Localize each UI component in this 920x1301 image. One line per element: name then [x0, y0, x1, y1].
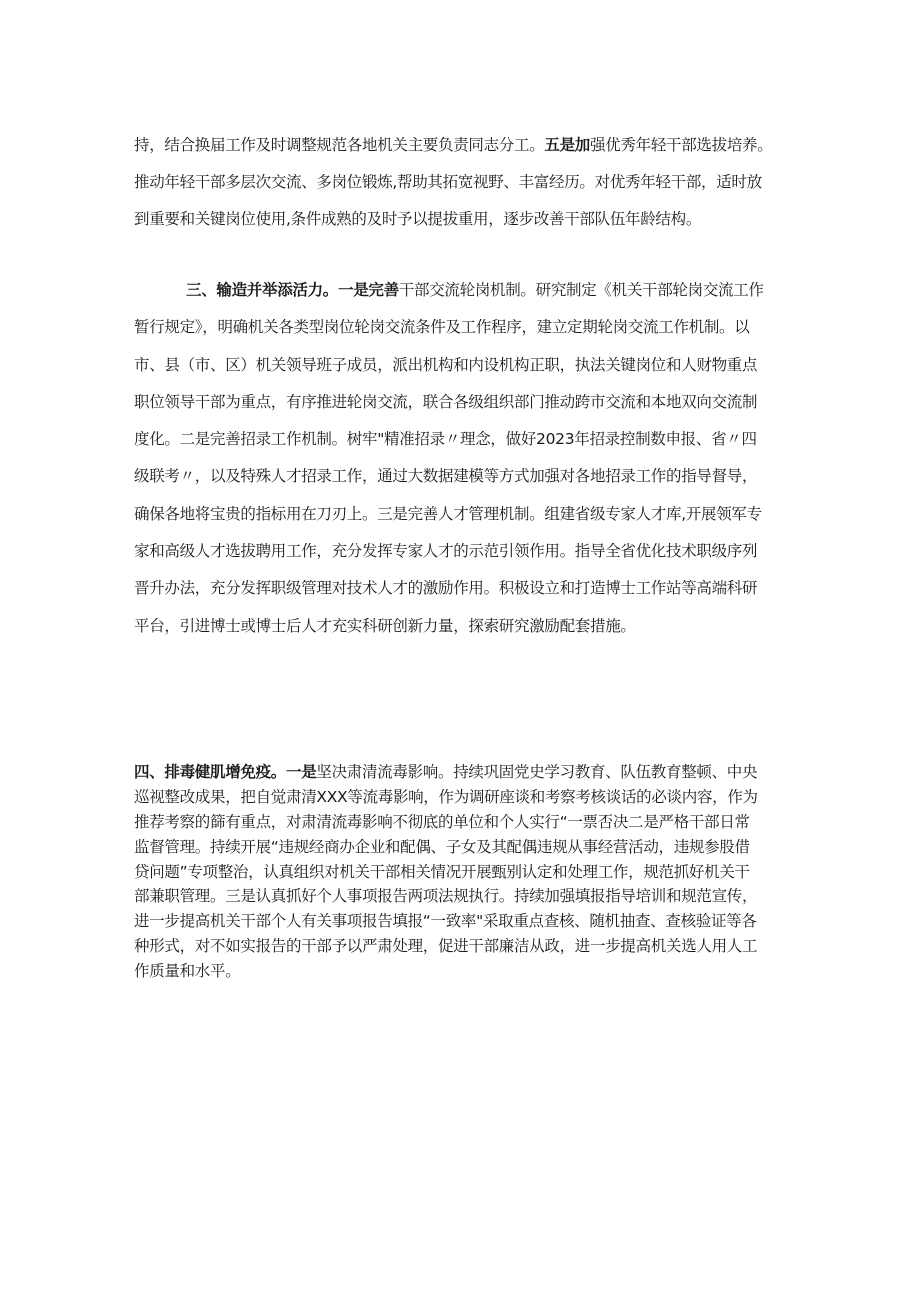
section-heading: 四、排毒健肌增免疫。一是 — [134, 763, 317, 781]
text-line: 部兼职管理。三是认真抓好个人事项报告两项法规执行。持续加强填报指导培训和规范宣传， — [134, 887, 758, 906]
text-run: 坚决肃清流毒影响。持续巩固党史学习教育、队伍教育整顿、中央 — [316, 763, 758, 781]
text-line — [134, 761, 794, 786]
text-line: 监督管理。持续开展“违规经商办企业和配偶、子女及其配偶违规从事经营活动，违规参股借 — [134, 837, 750, 856]
text-line: 级联考〃，以及特殊人才招录工作，通过大数据建模等方式加强对各地招录工作的指导督导， — [134, 467, 758, 486]
text-line: 贷问题”专项整治，认真组织对机关干部相关情况开展甄别认定和处理工作，规范抓好机关干 — [134, 862, 750, 881]
text-line: 作质量和水平。 — [134, 962, 241, 981]
text-line: 度化。二是完善招录工作机制。树牢"精准招录〃理念，做好2023年招录控制数申报、省〃四 — [134, 430, 757, 449]
text-line: 到重要和关键岗位使用,条件成熟的及时予以提拔重用，逐步改善干部队伍年龄结构。 — [134, 210, 702, 228]
text-line — [134, 277, 794, 314]
text-line: 推荐考察的篩有重点，对肃清流毒影响不彻底的单位和个人实行“一票否决二是严格干部日常 — [134, 812, 750, 831]
text-line: 巡视整改成果，把自觉肃清XXX等流毒影响，作为调研座谈和考察考核谈话的必谈内容，作为 — [134, 787, 758, 806]
text-line: 家和高级人才选拔聘用工作，充分发挥专家人才的示范引领作用。指导全省优化技术职级序列 — [134, 542, 758, 561]
text-line: 市、县（市、区）机关领导班子成员，派出机构和内设机构正职，执法关键岗位和人财物重点 — [134, 355, 758, 374]
bold-lead: 五是加 — [544, 136, 591, 154]
text-line: 暂行规定》，明确机关各类型岗位轮岗交流条件及工作程序，建立定期轮岗交流工作机制。以 — [134, 318, 750, 337]
text-line: 进一步提高机关干部个人有关事项报告填报“一致率"采取重点查核、随机抽查、查核验证等各 — [134, 912, 757, 931]
section-heading: 三、输造并举添活力。一是完善 — [186, 281, 399, 299]
text-line — [134, 132, 794, 169]
text-run: 强优秀年轻干部选拔培养。 — [590, 136, 773, 154]
paragraph-section-four — [134, 761, 794, 985]
text-run: 持，结合换届工作及时调整规范各地机关主要负责同志分工。 — [134, 136, 545, 154]
text-line: 职位领导干部为重点，有序推进轮岗交流，联合各级组织部门推动跨市交流和本地双向交流制 — [134, 392, 758, 411]
paragraph-section-three — [134, 277, 794, 650]
text-run: 干部交流轮岗机制。研究制定《机关干部轮岗交流工作 — [398, 281, 764, 299]
text-line: 确保各地将宝贵的指标用在刀刃上。三是完善人才管理机制。组建省级专家人才库,开展领军专 — [134, 504, 762, 523]
text-line: 晋升办法，充分发挥职级管理对技术人才的激励作用。积极设立和打造博士工作站等高端科研 — [134, 579, 758, 598]
text-line: 种形式，对不如实报告的干部予以严肃处理，促进干部廉洁从政，进一步提高机关选人用人工 — [134, 937, 758, 956]
text-line: 推动年轻干部多层次交流、多岗位锻炼,帮助其拓宽视野、丰富经历。对优秀年轻干部，适时放 — [134, 173, 762, 191]
text-line: 平台，引进博士或博士后人才充实科研创新力量，探索研究激励配套措施。 — [134, 616, 636, 635]
paragraph-cadre-selection — [134, 132, 794, 243]
